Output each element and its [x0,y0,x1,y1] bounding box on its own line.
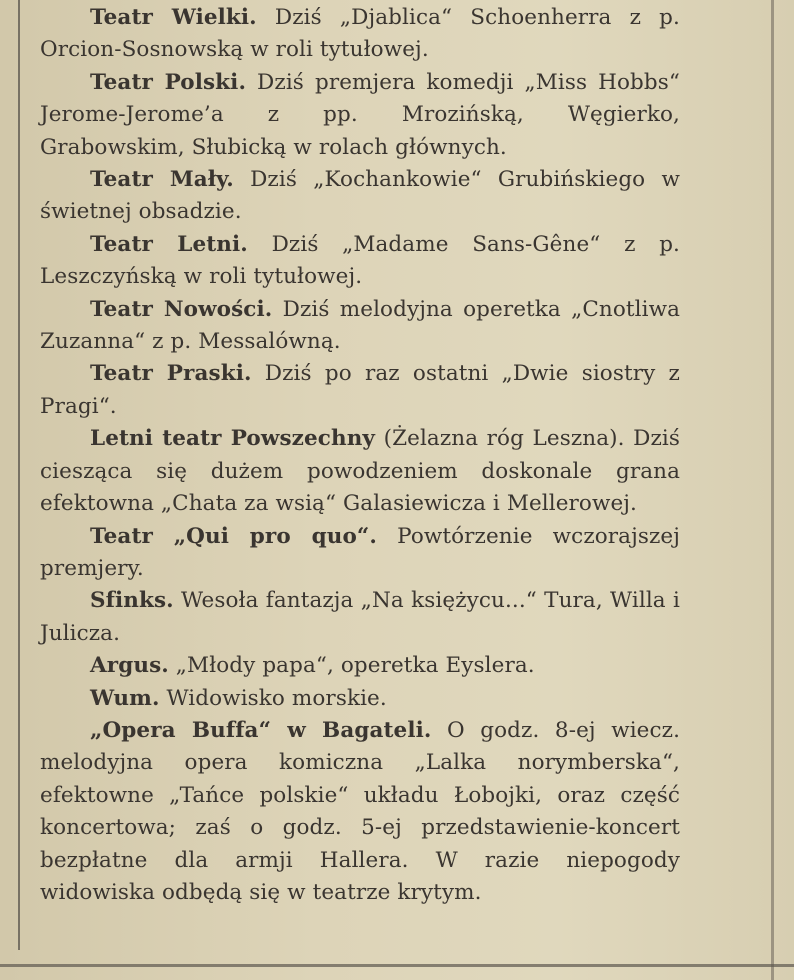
venue-name: Wum. [90,685,160,711]
listing-text: Dziś „Djablica“ Schoenherra z p. Orcion-Sosnowską w roli tytułowej. [40,5,680,63]
listing-text: (Żelazna róg Leszna). Dziś ciesząca się dużem powodzeniem doskonale grana efektowna „Chata za wsią“ Galasiewicza i Mellerowej. [40,426,681,517]
column-divider-left [18,0,20,950]
listing-text: Dziś po raz ostatni „Dwie siostry z Pragi“. [40,361,680,419]
listing-teatr-praski [40,358,680,423]
venue-name: Teatr Wielki. [90,5,257,30]
listing-wum [40,683,680,715]
listing-text: Dziś „Kochankowie“ Grubińskiego w świetnej obsadzie. [40,167,680,225]
listing-teatr-wielki [40,2,680,67]
venue-name: Argus. [90,653,169,679]
bottom-rule [0,964,794,967]
listing-opera-buffa [40,715,680,909]
listing-text: O godz. 8-ej wiecz. melodyjna opera komiczna „Lalka norymberska“, efektowne „Tańce polskie“ układu Łobojki, oraz część koncertowa; zaś o godz. 5-ej przedstawienie-koncert bezpłatne dla armji Hallera. W razie niepogody widowiska odbędą się w teatrze krytym. [40,717,681,905]
column-divider-right [771,0,774,980]
listing-text: Wesoła fantazja „Na księżycu...“ Tura, Willa i Julicza. [40,588,680,646]
listing-argus [40,650,680,682]
listing-text: Widowisko morskie. [159,685,387,711]
listing-teatr-polski [40,67,680,164]
venue-name: Teatr Nowości. [90,296,273,322]
listing-text: Dziś „Madame Sans-Gêne“ z p. Leszczyńską w roli tytułowej. [40,231,680,290]
listing-teatr-powszechny [40,423,680,520]
venue-name: Teatr Polski. [90,69,247,95]
venue-name: „Opera Buffa“ w Bagateli. [90,717,432,743]
venue-name: Teatr Mały. [90,167,234,193]
venue-name: Teatr Letni. [90,231,248,257]
listing-text: Powtórzenie wczorajszej premjery. [40,523,680,581]
listing-text: Dziś melodyjna operetka „Cnotliwa Zuzanna“ z p. Messalówną. [40,296,680,355]
venue-name: Sfinks. [90,588,174,614]
listing-qui-pro-quo [40,521,680,586]
listing-teatr-nowosci [40,294,680,359]
listing-text: Dziś premjera komedji „Miss Hobbs“ Jerome-Jerome’a z pp. Mrozińską, Węgierko, Grabowskim, Słubicką w rolach głównych. [40,69,680,160]
listing-text: „Młody papa“, operetka Eyslera. [168,653,535,679]
venue-name: Letni teatr Powszechny [90,426,376,452]
listing-sfinks [40,585,680,650]
venue-name: Teatr Praski. [90,361,252,387]
listing-teatr-letni [40,229,680,294]
theatre-listings-column [40,2,680,909]
venue-name: Teatr „Qui pro quo“. [90,523,377,549]
listing-teatr-maly [40,164,680,229]
